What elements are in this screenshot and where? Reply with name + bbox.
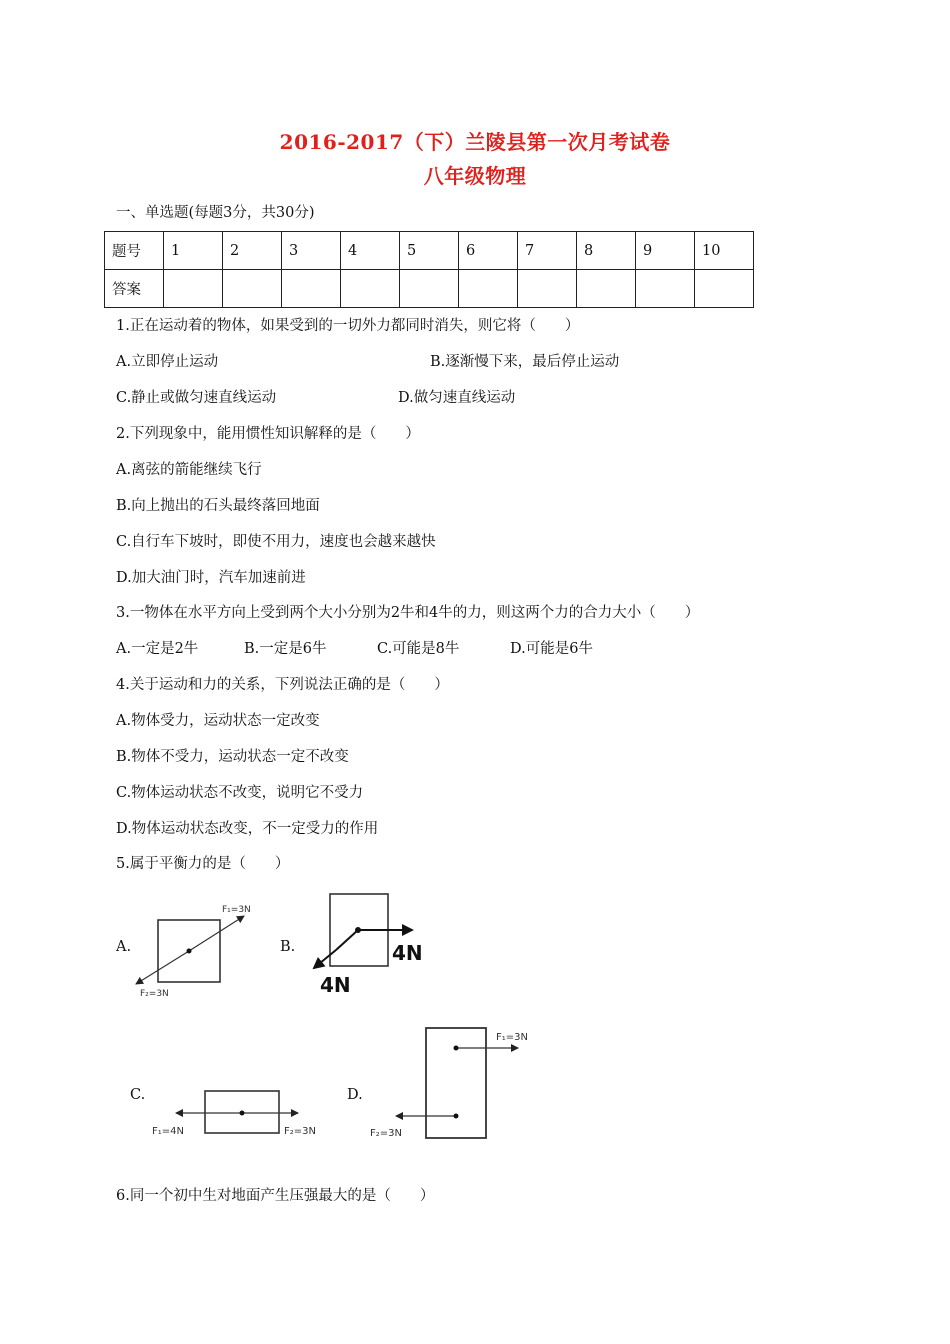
force-label: F₂=3N (284, 1126, 316, 1137)
table-row-label: 答案 (105, 270, 164, 308)
question-stem: 4.关于运动和力的关系，下列说法正确的是（ ） (116, 677, 449, 693)
option-a: A. (116, 939, 132, 955)
answer-cell[interactable] (636, 270, 695, 308)
force-label: 4N (392, 941, 423, 965)
option-b: B.逐渐慢下来，最后停止运动 (430, 354, 620, 370)
option-a: A.一定是2牛 (116, 641, 199, 657)
question-number-cell: 9 (636, 232, 695, 270)
force-diagram-b (308, 888, 438, 998)
exam-subtitle: 八年级物理 (423, 164, 527, 188)
answer-table (104, 231, 754, 308)
option-a: A.离弦的箭能继续飞行 (116, 462, 262, 478)
question-number-cell: 8 (577, 232, 636, 270)
answer-cell[interactable] (164, 270, 223, 308)
table-row (105, 270, 754, 308)
section-heading: 一、单选题(每题3分，共30分) (116, 205, 315, 221)
question-stem: 1.正在运动着的物体，如果受到的一切外力都同时消失，则它将（ ） (116, 318, 580, 334)
question-stem: 2.下列现象中，能用惯性知识解释的是（ ） (116, 426, 420, 442)
force-label: F₂=3N (140, 989, 169, 999)
option-b: B. (280, 939, 296, 955)
answer-cell[interactable] (341, 270, 400, 308)
question-number-cell: 7 (518, 232, 577, 270)
option-a: A.立即停止运动 (116, 354, 219, 370)
force-diagram-a (130, 898, 270, 1002)
answer-cell[interactable] (518, 270, 577, 308)
option-d: D.加大油门时，汽车加速前进 (116, 570, 306, 586)
option-c: C.自行车下坡时，即使不用力，速度也会越来越快 (116, 534, 436, 550)
option-b: B.向上抛出的石头最终落回地面 (116, 498, 320, 514)
question-number-cell: 10 (695, 232, 754, 270)
option-c: C.物体运动状态不改变，说明它不受力 (116, 785, 364, 801)
option-a: A.物体受力，运动状态一定改变 (116, 713, 320, 729)
table-row (105, 232, 754, 270)
force-diagram-d (366, 1022, 550, 1144)
answer-cell[interactable] (577, 270, 636, 308)
option-c: C.可能是8牛 (377, 641, 460, 657)
option-c: C.静止或做匀速直线运动 (116, 390, 277, 406)
question-number-cell: 4 (341, 232, 400, 270)
question-number-cell: 3 (282, 232, 341, 270)
answer-cell[interactable] (282, 270, 341, 308)
answer-cell[interactable] (223, 270, 282, 308)
option-b: B.一定是6牛 (244, 641, 327, 657)
exam-title: 2016-2017（下）兰陵县第一次月考试卷 (279, 130, 671, 154)
question-number-cell: 2 (223, 232, 282, 270)
force-label: F₁=3N (222, 905, 251, 915)
table-row-label: 题号 (105, 232, 164, 270)
option-d: D.做匀速直线运动 (398, 390, 516, 406)
force-label: F₂=3N (370, 1128, 402, 1139)
answer-cell[interactable] (695, 270, 754, 308)
option-d: D.可能是6牛 (510, 641, 593, 657)
option-b: B.物体不受力，运动状态一定不改变 (116, 749, 349, 765)
question-number-cell: 5 (400, 232, 459, 270)
option-c: C. (130, 1087, 146, 1103)
question-stem: 3.一物体在水平方向上受到两个大小分别为2牛和4牛的力，则这两个力的合力大小（ ） (116, 605, 700, 621)
option-d: D.物体运动状态改变，不一定受力的作用 (116, 821, 379, 837)
answer-cell[interactable] (459, 270, 518, 308)
option-d: D. (347, 1087, 363, 1103)
question-stem: 6.同一个初中生对地面产生压强最大的是（ ） (116, 1188, 435, 1204)
question-stem: 5.属于平衡力的是（ ） (116, 856, 290, 872)
question-number-cell: 6 (459, 232, 518, 270)
force-label: 4N (320, 973, 351, 997)
force-label: F₁=4N (152, 1126, 184, 1137)
force-diagram-c (148, 1085, 330, 1145)
question-number-cell: 1 (164, 232, 223, 270)
answer-cell[interactable] (400, 270, 459, 308)
force-label: F₁=3N (496, 1032, 528, 1043)
